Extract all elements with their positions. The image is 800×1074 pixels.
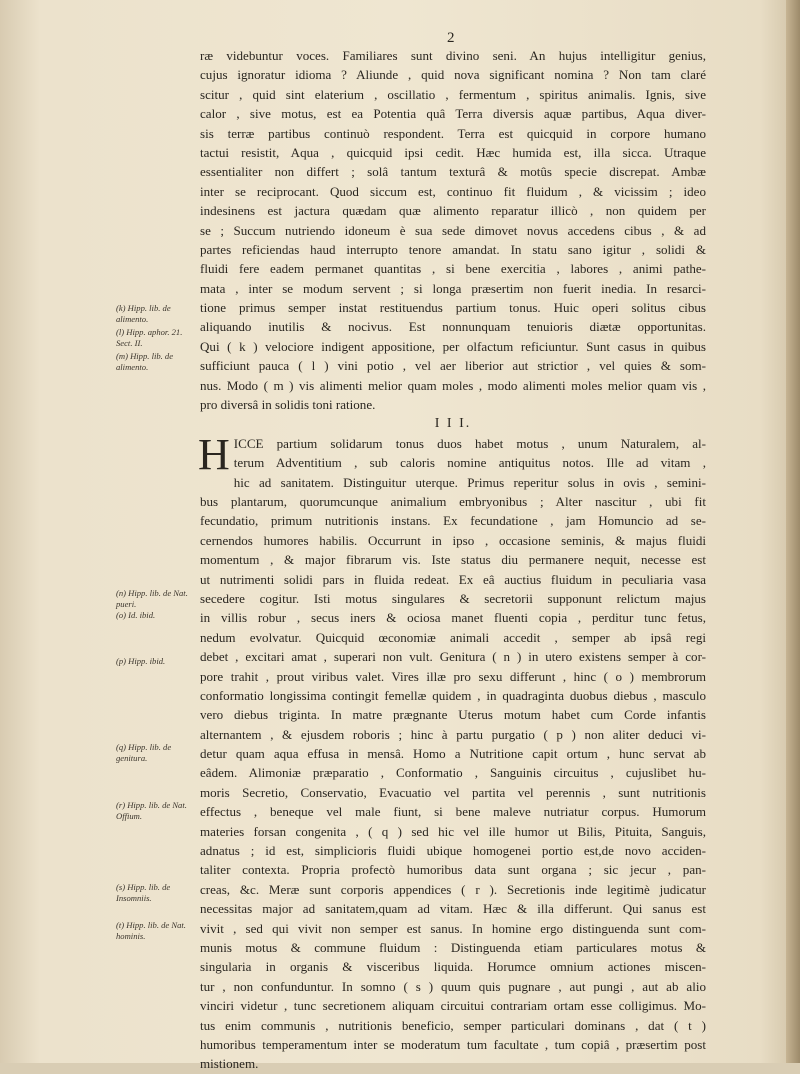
side-note-q: (q) Hipp. lib. de genitura. (116, 742, 172, 763)
text-line: vinciri videtur , tunc secretionem aliquam circuitui contrariam ortam esse colligimus. Mo- (200, 998, 706, 1014)
text-line: munis motus & commune fluidum : Distinguenda etiam particulares motus & (200, 939, 706, 955)
text-line: adnatus ; id est, simplicioris fluidi ubique homogenei portio est,de novo acciden- (200, 843, 706, 859)
text-line: bus plantarum, quorumcunque animalium embryonibus ; Alter nascitur , ubi fit (200, 493, 706, 509)
text-line: materies forsan congenita , ( q ) sed hic vel ille humor ut Bilis, Pituita, Sanguis, (200, 823, 706, 839)
page-number: 2 (447, 30, 455, 46)
text-line: inter se reciprocant. Quod siccum est, continuo fit fluidum , & vicissim ; ideo (200, 183, 706, 199)
text-line: aliquando inutilis & nocivus. Est nonnunquam tenuioris diætæ opportunitas. (200, 319, 706, 335)
text-line: necessitas major ad sanitatem,quam ad vitam. Hæc & illa differunt. Qui sanus est (200, 901, 706, 917)
text-line: tus enim communis , nutritionis beneficio, semper particulari dominans , dat ( t ) (200, 1017, 706, 1033)
text-line: ICCE partium solidarum tonus duos habet motus , unum Naturalem, al- (233, 435, 706, 451)
text-line: cujus ignoratur idioma ? Aliunde , quid nova significant nomina ? Non tam claré (200, 67, 706, 83)
side-note-l: (l) Hipp. aphor. 21. Sect. II. (116, 327, 183, 348)
side-note-s: (s) Hipp. lib. de Insomniis. (116, 882, 171, 903)
side-note-p: (p) Hipp. ibid. (116, 656, 166, 666)
text-line: partes reficiendas haud interrupto tenore amandat. In statu sano igitur , solidi & (200, 241, 706, 257)
text-line: essentialiter non differt ; solâ tantum texturâ & motûs specie discrepat. Ambæ (200, 164, 706, 180)
text-line: se ; Succum nutriendo idoneum è sua sede dimovet novus accedens cibus , & ad (200, 222, 706, 238)
drop-cap: H (198, 429, 230, 479)
text-line: mata , inter se modum servent ; si longa præsertim non fuerit inedia. In resarci- (200, 280, 706, 296)
side-note-r: (r) Hipp. lib. de Nat. Offium. (116, 800, 187, 821)
text-line: nedum evolvatur. Quicquid œconomiæ animali accedit , semper ab ipsâ regi (200, 629, 706, 645)
paragraph-2 (200, 46, 706, 414)
text-line: in villis robur , secus iners & ociosa manet fluenti copia , perditur tunc fetus, (200, 610, 706, 626)
text-line: mistionem. (200, 1056, 259, 1072)
text-line: creas, &c. Meræ sunt corporis appendices ( r ). Secretionis inde legitimè judicatur (200, 881, 706, 897)
text-line: cernendos humores habilis. Occurrunt in ipso , occasione seminis, & majus fluidi (200, 532, 706, 548)
text-line: fecundatio, primum nutritionis instans. Ex fecundatione , jam Homuncio ad se- (200, 513, 706, 529)
text-line: effectus , beneque vel male fiunt, si bene maleve nutriatur corpus. Humorum (200, 804, 706, 820)
book-binding-edge (786, 0, 800, 1063)
text-line: tione primus semper instat restituendus partium tonus. Huic operi solitus cibus (200, 300, 706, 316)
text-line: humoribus temperamentum inter se moderatum tum facultate , tum copiâ , præsertim post (200, 1036, 706, 1052)
text-line: eâdem. Alimoniæ præparatio , Conformatio , Sanguinis circuitus , cujuslibet hu- (200, 765, 706, 781)
text-line: vero diebus triginta. In matre prægnante Uterus motum habet cum Corde infantis (200, 707, 706, 723)
text-line: momentum , & major fibrarum vis. Iste status diu permanere nequit, necesse est (200, 552, 706, 568)
text-line: Qui ( k ) velociore indigent appositione, per olfactum reficiuntur. Sunt casus in quibus (200, 338, 706, 354)
text-line: calor , sive motus, est ea Potentia quâ Terra diversis aquæ partibus, Aqua diver- (200, 106, 706, 122)
text-line: tur , non confunduntur. In somno ( s ) quum quis pugnare , aut pungi , aut ab alio (200, 978, 706, 994)
side-note-k: (k) Hipp. lib. de alimento. (116, 303, 171, 324)
text-line: moris Secretio, Conservatio, Evacuatio vel partita vel perennis , sunt nutritionis (200, 784, 706, 800)
text-line: secedere cogitur. Isti motus singulares & secretorii supponunt relictum majus (200, 590, 706, 606)
text-line: indesinens est jactura quædam quæ alimento reparatur illicò , non quidem per (200, 203, 706, 219)
text-line: tactui resistit, Aqua , quicquid ipsi cedit. Hæc humida est, illa sicca. Utraque (200, 144, 706, 160)
text-line: vivit , sed qui vivit non semper est sanus. In homine ergo distinguenda sunt com- (200, 920, 706, 936)
paragraph-3 (198, 429, 706, 1074)
text-line: ut nutrimenti solidi pars in fluida redeat. Ex eâ auctius fluidum in peculiaria vasa (200, 571, 706, 587)
section-heading: I I I. (434, 416, 472, 432)
text-line: nus. Modo ( m ) vis alimenti melior quam moles , modo alimenti moles melior quam vis , (200, 377, 706, 393)
text-line: taliter contexta. Propria profectò humoribus data sunt organa ; sic jecur , pan- (200, 862, 706, 878)
text-line: detur quam aqua effusa in mensâ. Homo a Nutritione capit ortum , hunc servat ab (200, 746, 706, 762)
side-note-m: (m) Hipp. lib. de alimento. (116, 351, 174, 372)
text-line: pro diversâ in solidis toni ratione. (200, 397, 376, 413)
text-line: sufficiunt pauca ( l ) vini potio , vel aer liberior aut strictior , vel quies & som- (200, 358, 706, 374)
text-line: ræ videbuntur voces. Familiares sunt divino seni. An hujus intelligitur genius, (200, 48, 706, 63)
text-line: alternantem , & ejusdem roboris ; hinc à partu purgatio ( p ) non aliter deduci vi- (200, 726, 706, 742)
side-note-o: (o) Id. ibid. (116, 610, 156, 620)
side-note-n: (n) Hipp. lib. de Nat. pueri. (116, 588, 188, 609)
text-line: sis terræ partibus continuò respondent. Terra est quicquid in corpore humano (200, 125, 706, 141)
text-line: scitur , quid sint elaterium , oscillatio , fermentum , spiritus animalis. Ignis, sive (200, 86, 706, 102)
body-text (200, 46, 706, 1074)
text-line: debet , excitari amat , superari non vult. Genitura ( n ) in utero existens semper à cor- (200, 649, 706, 665)
side-note-t: (t) Hipp. lib. de Nat. hominis. (116, 920, 186, 941)
text-line: pore trahit , prout viribus valet. Vires illæ pro sexu differunt , hinc ( o ) membrorum (200, 668, 706, 684)
text-line: singularia in organis & visceribus liquida. Horumce omnium actiones miscen- (200, 959, 706, 975)
text-line: conformatio longissima contingit femellæ quidem , in quadraginta duobus diebus , masculo (200, 687, 706, 703)
text-line: fluidi fere eadem permanet quantitas , si bene exercitia , labores , animi pathe- (200, 261, 706, 277)
text-line: hic ad sanitatem. Distinguitur uterque. Primus reperitur solus in ovis , semini- (233, 474, 706, 490)
text-line: terum Adventitium , sub caloris nomine antiquitus notos. Ille ad vitam , (233, 455, 706, 471)
